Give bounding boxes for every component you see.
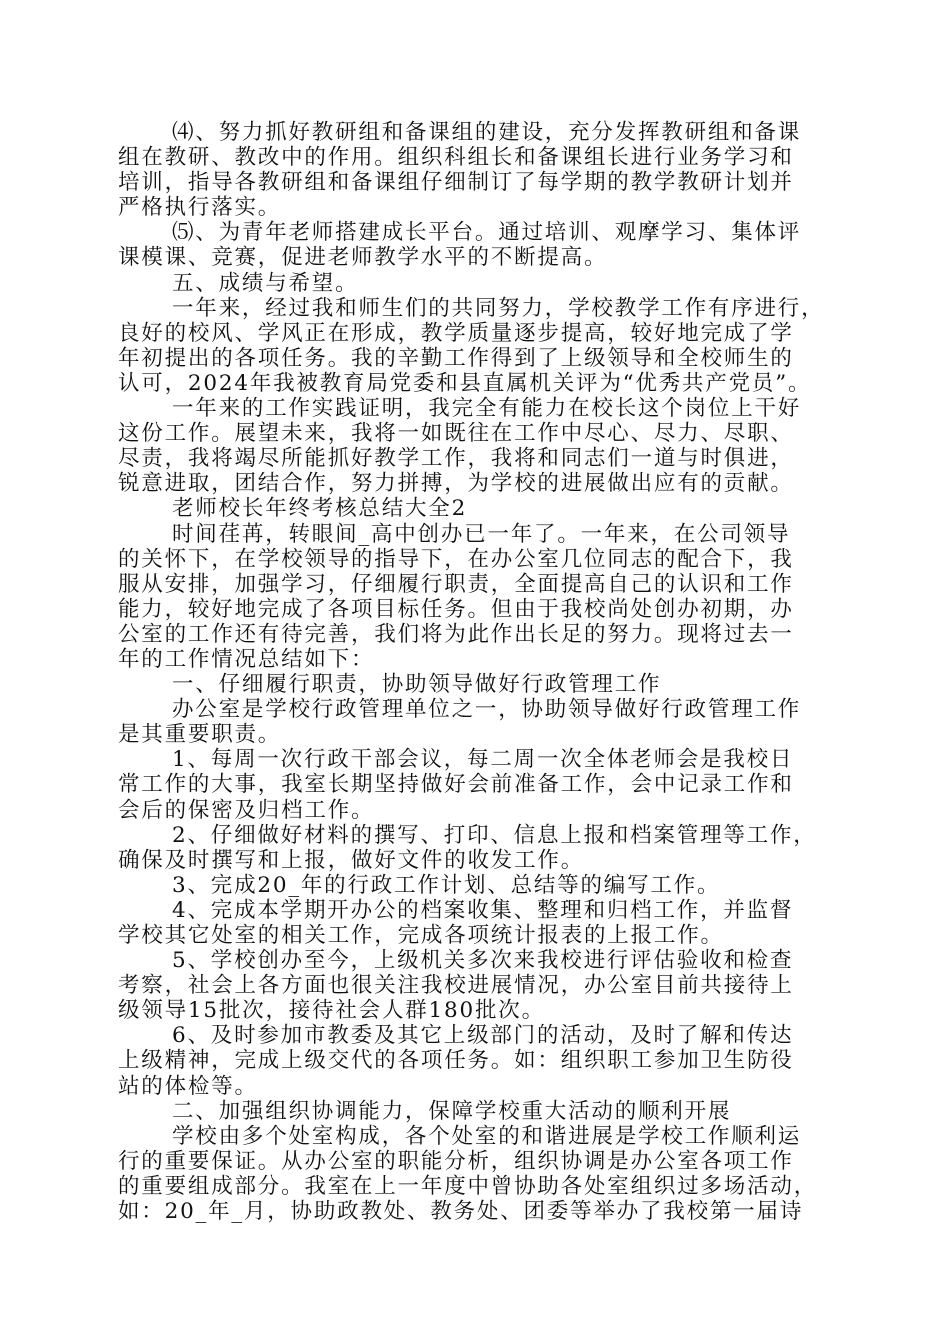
text-line: 的重要组成部分。我室在上一年度中曾协助各处室组织过多场活动，	[118, 1173, 818, 1199]
paragraph	[118, 697, 838, 747]
text-line: 一年来的工作实践证明，我完全有能力在校长这个岗位上干好	[172, 396, 802, 422]
text-line: 办公室是学校行政管理单位之一，协助领导做好行政管理工作	[172, 697, 802, 723]
text-line: 5、学校创办至今，上级机关多次来我校进行评估验收和检查	[172, 948, 794, 974]
text-line: 服从安排，加强学习，仔细履行职责，全面提高自己的认识和工作	[118, 571, 794, 597]
text-line: 行的重要保证。从办公室的职能分析，组织协调是办公室各项工作	[118, 1148, 794, 1174]
paragraph	[118, 672, 838, 697]
text-line: 学校由多个处室构成，各个处室的和谐进展是学校工作顺利运	[172, 1123, 802, 1149]
text-line: 6、及时参加市教委及其它上级部门的活动，及时了解和传达	[172, 1023, 794, 1049]
text-line: 公室的工作还有待完善，我们将为此作出长足的努力。现将过去一	[118, 621, 794, 647]
text-line: 这份工作。展望未来，我将一如既往在工作中尽心、尽力、尽职、	[118, 421, 794, 447]
text-line: 4、完成本学期开办公的档案收集、整理和归档工作，并监督	[172, 897, 794, 923]
paragraph	[118, 296, 838, 396]
text-line: ⑷、努力抓好教研组和备课组的建设，充分发挥教研组和备课	[172, 120, 802, 145]
text-line: 上级精神，完成上级交代的各项任务。如：组织职工参加卫生防役	[118, 1048, 794, 1074]
text-line: 锐意进取，团结合作，努力拼搏，为学校的进展做出应有的贡献。	[118, 471, 794, 497]
text-line: 五、成绩与希望。	[172, 270, 359, 296]
text-line: 严格执行落实。	[118, 195, 282, 221]
text-line: 组在教研、教改中的作用。组织科组长和备课组长进行业务学习和	[118, 145, 794, 171]
text-line: 一、仔细履行职责，协助领导做好行政管理工作	[172, 672, 662, 698]
paragraph	[118, 1099, 838, 1124]
paragraph	[118, 747, 838, 822]
paragraph	[118, 522, 838, 673]
text-line: 课模课、竞赛，促进老师教学水平的不断提高。	[118, 245, 608, 271]
text-line: 1、每周一次行政干部会议，每二周一次全体老师会是我校日	[172, 747, 794, 773]
text-line: 如：20_年_月，协助政教处、教务处、团委等举办了我校第一届诗	[118, 1199, 804, 1225]
text-line: 考察，社会上各方面也很关注我校进展情况，办公室目前共接待上	[118, 973, 794, 999]
paragraph	[118, 271, 838, 296]
paragraph	[118, 823, 838, 873]
text-line: 尽责，我将竭尽所能抓好教学工作，我将和同志们一道与时俱进，	[118, 446, 794, 472]
text-line: 老师校长年终考核总结大全2	[172, 496, 468, 522]
text-line: 年初提出的各项任务。我的辛勤工作得到了上级领导和全校师生的	[118, 345, 794, 371]
text-line: 的关怀下，在学校领导的指导下，在办公室几位同志的配合下，我	[118, 546, 794, 572]
text-line: 是其重要职责。	[118, 722, 282, 748]
text-line: 站的体检等。	[118, 1073, 258, 1099]
text-line: 认可，2024年我被教育局党委和县直属机关评为“优秀共产党员”。	[118, 370, 812, 396]
paragraph	[118, 396, 838, 496]
text-line: 一年来，经过我和师生们的共同努力，学校教学工作有序进行，	[172, 295, 825, 321]
paragraph	[118, 220, 838, 270]
text-line: 3、完成20_年的行政工作计划、总结等的编写工作。	[172, 872, 721, 898]
paragraph	[118, 873, 838, 898]
text-line: 时间荏苒，转眼间_高中创办已一年了。一年来，在公司领导	[172, 521, 791, 547]
text-line: ⑸、为青年老师搭建成长平台。通过培训、观摩学习、集体评	[172, 220, 802, 246]
text-line: 培训，指导各教研组和备课组仔细制订了每学期的教学教研计划并	[118, 170, 794, 196]
paragraph	[118, 948, 838, 1023]
paragraph	[118, 120, 838, 220]
text-line: 2、仔细做好材料的撰写、打印、信息上报和档案管理等工作，	[172, 822, 817, 848]
text-line: 级领导15批次，接待社会人群180批次。	[118, 998, 545, 1024]
paragraph	[118, 496, 838, 521]
text-line: 良好的校风、学风正在形成，教学质量逐步提高，较好地完成了学	[118, 320, 794, 346]
paragraph	[118, 1124, 838, 1224]
text-line: 能力，较好地完成了各项目标任务。但由于我校尚处创办初期，办	[118, 596, 794, 622]
text-line: 会后的保密及归档工作。	[118, 797, 375, 823]
text-line: 年的工作情况总结如下：	[118, 646, 375, 672]
paragraph	[118, 898, 838, 948]
text-line: 学校其它处室的相关工作，完成各项统计报表的上报工作。	[118, 923, 724, 948]
document-body	[118, 120, 838, 1224]
paragraph	[118, 1023, 838, 1098]
text-line: 二、加强组织协调能力，保障学校重大活动的顺利开展	[172, 1098, 732, 1124]
text-line: 确保及时撰写和上报，做好文件的收发工作。	[118, 847, 585, 873]
text-line: 常工作的大事，我室长期坚持做好会前准备工作，会中记录工作和	[118, 772, 794, 798]
